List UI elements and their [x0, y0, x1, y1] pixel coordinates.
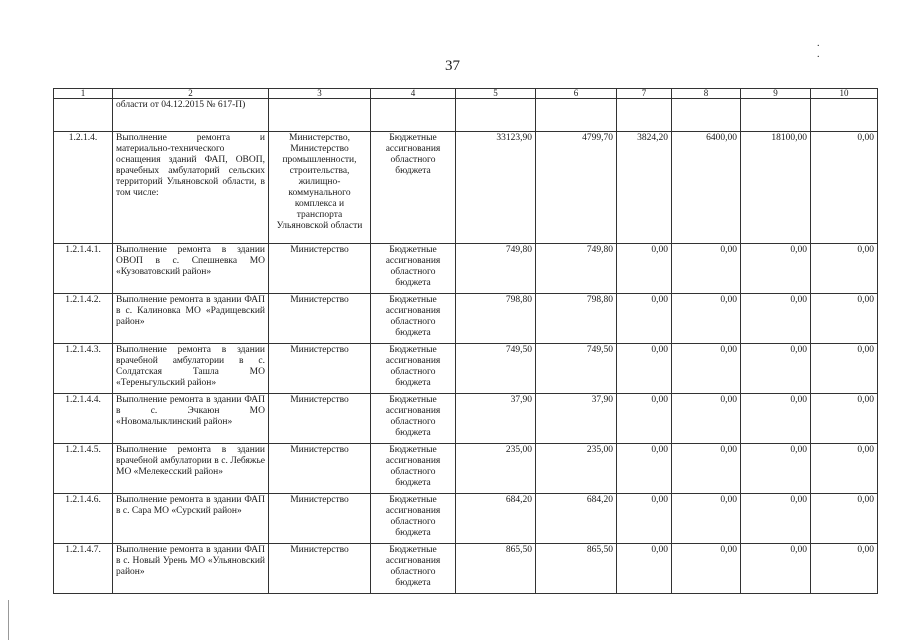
amount-col-6: 865,50: [536, 544, 617, 594]
funding-source: Бюджетные ассигнования областного бюджета: [371, 344, 456, 394]
executor: Министерство: [269, 494, 371, 544]
row-code: 1.2.1.4.7.: [54, 544, 113, 594]
executor: Министерство: [269, 444, 371, 494]
amount-col-9: 0,00: [741, 444, 811, 494]
executor: Министерство: [269, 544, 371, 594]
column-number: 8: [672, 89, 741, 99]
row-code: 1.2.1.4.4.: [54, 394, 113, 444]
continuation-row: [54, 99, 878, 132]
amount-col-6: 4799,70: [536, 132, 617, 244]
amount-col-7: 0,00: [617, 544, 672, 594]
table-row: [54, 494, 878, 544]
table-row: [54, 344, 878, 394]
amount-total: 235,00: [456, 444, 536, 494]
row-code: 1.2.1.4.6.: [54, 494, 113, 544]
amount-col-9: 0,00: [741, 544, 811, 594]
amount-col-6: 684,20: [536, 494, 617, 544]
amount-col-7: 3824,20: [617, 132, 672, 244]
empty-cell: [456, 99, 536, 132]
funding-source: Бюджетные ассигнования областного бюджета: [371, 394, 456, 444]
amount-total: 865,50: [456, 544, 536, 594]
amount-total: 33123,90: [456, 132, 536, 244]
amount-col-10: 0,00: [811, 132, 878, 244]
amount-col-8: 0,00: [672, 344, 741, 394]
executor: Министерство, Министерство промышленности, строительства, жилищно-коммунального комплекса и транспорта Ульяновской области: [269, 132, 371, 244]
amount-total: 37,90: [456, 394, 536, 444]
empty-cell: [536, 99, 617, 132]
table-row: [54, 294, 878, 344]
amount-col-10: 0,00: [811, 294, 878, 344]
amount-col-9: 0,00: [741, 244, 811, 294]
amount-col-7: 0,00: [617, 244, 672, 294]
row-code: 1.2.1.4.5.: [54, 444, 113, 494]
activity-name: Выполнение ремонта в здании ОВОП в с. Спешневка МО «Кузоватовский район»: [113, 244, 269, 294]
amount-col-7: 0,00: [617, 394, 672, 444]
amount-col-9: 18100,00: [741, 132, 811, 244]
amount-col-7: 0,00: [617, 294, 672, 344]
amount-col-6: 37,90: [536, 394, 617, 444]
activity-name: Выполнение ремонта в здании ФАП в с. Калиновка МО «Радищевский район»: [113, 294, 269, 344]
funding-source: Бюджетные ассигнования областного бюджета: [371, 444, 456, 494]
amount-col-9: 0,00: [741, 344, 811, 394]
amount-total: 684,20: [456, 494, 536, 544]
amount-col-6: 235,00: [536, 444, 617, 494]
funding-source: Бюджетные ассигнования областного бюджета: [371, 132, 456, 244]
empty-cell: [672, 99, 741, 132]
corner-marks: . .: [817, 38, 850, 60]
scan-edge-mark: [8, 600, 9, 640]
amount-col-7: 0,00: [617, 344, 672, 394]
empty-cell: [269, 99, 371, 132]
amount-col-8: 0,00: [672, 444, 741, 494]
funding-source: Бюджетные ассигнования областного бюджета: [371, 494, 456, 544]
column-number-row: [54, 89, 878, 99]
budget-table: [53, 88, 878, 594]
amount-col-8: 0,00: [672, 544, 741, 594]
page-number: 37: [445, 58, 460, 74]
amount-col-7: 0,00: [617, 444, 672, 494]
empty-cell: [741, 99, 811, 132]
funding-source: Бюджетные ассигнования областного бюджета: [371, 244, 456, 294]
column-number: 9: [741, 89, 811, 99]
column-number: 6: [536, 89, 617, 99]
funding-source: Бюджетные ассигнования областного бюджета: [371, 294, 456, 344]
amount-total: 749,50: [456, 344, 536, 394]
amount-col-9: 0,00: [741, 294, 811, 344]
executor: Министерство: [269, 244, 371, 294]
amount-col-6: 749,80: [536, 244, 617, 294]
row-code: 1.2.1.4.1.: [54, 244, 113, 294]
column-number: 3: [269, 89, 371, 99]
executor: Министерство: [269, 394, 371, 444]
executor: Министерство: [269, 344, 371, 394]
amount-col-10: 0,00: [811, 394, 878, 444]
amount-col-10: 0,00: [811, 544, 878, 594]
amount-col-8: 0,00: [672, 244, 741, 294]
amount-col-8: 0,00: [672, 294, 741, 344]
column-number: 2: [113, 89, 269, 99]
amount-col-10: 0,00: [811, 344, 878, 394]
amount-total: 798,80: [456, 294, 536, 344]
amount-col-9: 0,00: [741, 394, 811, 444]
empty-cell: [811, 99, 878, 132]
activity-name: Выполнение ремонта в здании ФАП в с. Новый Урень МО «Ульяновский район»: [113, 544, 269, 594]
executor: Министерство: [269, 294, 371, 344]
amount-col-10: 0,00: [811, 494, 878, 544]
activity-name: Выполнение ремонта и материально-технического оснащения зданий ФАП, ОВОП, врачебных амбулаторий сельских территорий Ульяновской области, в том числе:: [113, 132, 269, 244]
amount-col-7: 0,00: [617, 494, 672, 544]
row-code: 1.2.1.4.3.: [54, 344, 113, 394]
amount-col-9: 0,00: [741, 494, 811, 544]
funding-source: Бюджетные ассигнования областного бюджета: [371, 544, 456, 594]
row-code: 1.2.1.4.2.: [54, 294, 113, 344]
empty-cell: [371, 99, 456, 132]
table-row: [54, 132, 878, 244]
amount-col-6: 749,50: [536, 344, 617, 394]
activity-name: Выполнение ремонта в здании врачебной амбулатории в с. Солдатская Ташла МО «Тереньгульский район»: [113, 344, 269, 394]
amount-col-8: 0,00: [672, 394, 741, 444]
amount-col-6: 798,80: [536, 294, 617, 344]
amount-total: 749,80: [456, 244, 536, 294]
activity-name: Выполнение ремонта в здании ФАП в с. Эчкаюн МО «Новомалыклинский район»: [113, 394, 269, 444]
table-body: [54, 89, 878, 594]
empty-cell: [617, 99, 672, 132]
table-row: [54, 544, 878, 594]
column-number: 7: [617, 89, 672, 99]
amount-col-8: 0,00: [672, 494, 741, 544]
table-row: [54, 244, 878, 294]
continuation-text: области от 04.12.2015 № 617-П): [113, 99, 269, 132]
table-row: [54, 444, 878, 494]
amount-col-10: 0,00: [811, 444, 878, 494]
column-number: 4: [371, 89, 456, 99]
column-number: 10: [811, 89, 878, 99]
row-code: 1.2.1.4.: [54, 132, 113, 244]
activity-name: Выполнение ремонта в здании врачебной амбулатории в с. Лебяжье МО «Мелекесский район»: [113, 444, 269, 494]
amount-col-8: 6400,00: [672, 132, 741, 244]
column-number: 5: [456, 89, 536, 99]
empty-cell: [54, 99, 113, 132]
activity-name: Выполнение ремонта в здании ФАП в с. Сара МО «Сурский район»: [113, 494, 269, 544]
column-number: 1: [54, 89, 113, 99]
amount-col-10: 0,00: [811, 244, 878, 294]
table-row: [54, 394, 878, 444]
